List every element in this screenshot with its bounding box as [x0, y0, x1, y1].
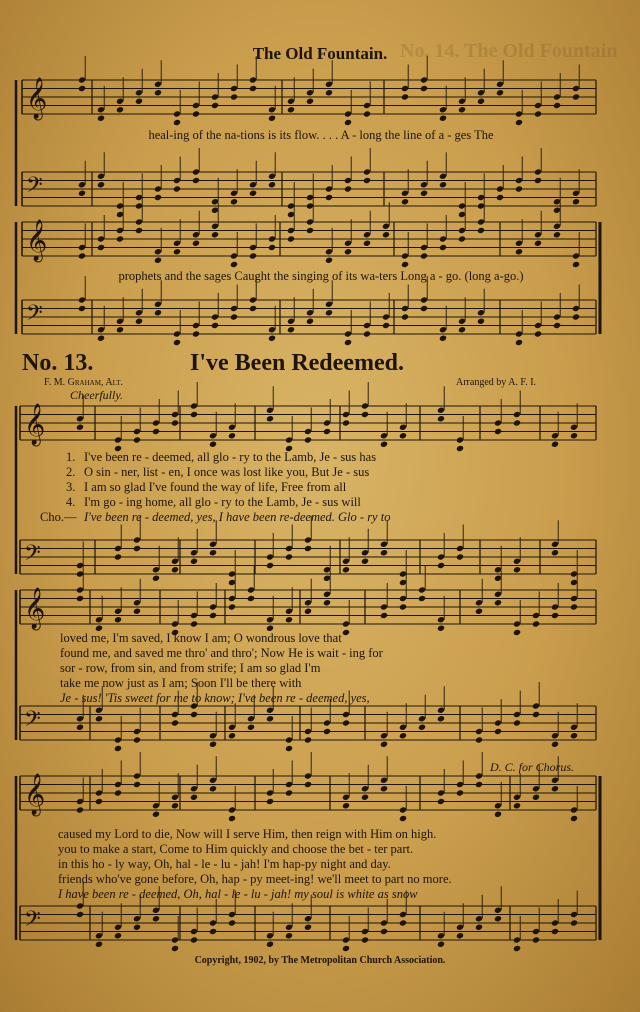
note-head [116, 106, 124, 113]
note-head [230, 198, 238, 205]
note-head [458, 106, 466, 113]
note-head [513, 719, 521, 726]
note-head [152, 428, 160, 435]
note-head [572, 93, 580, 100]
note-head [380, 612, 388, 619]
note-head [494, 428, 502, 435]
note-head [380, 741, 388, 748]
note-head [133, 781, 141, 788]
note-head [192, 240, 200, 247]
verse-line: sor - row, from sin, and from strife; I am so glad I'm [60, 661, 321, 675]
note-head [342, 802, 350, 809]
note-head [247, 724, 255, 731]
note-head [475, 781, 483, 788]
note-head [306, 98, 314, 105]
note-head [76, 806, 84, 813]
hymn-title: I've Been Redeemed. [190, 350, 404, 376]
note-head [380, 785, 388, 792]
note-head [78, 305, 86, 312]
note-head [399, 732, 407, 739]
chorus-line: I have been re - deemed, Oh, hal - le - lu - jah! my soul is white as snow [58, 887, 418, 901]
note-head [572, 313, 580, 320]
note-head [532, 936, 540, 943]
note-head [285, 616, 293, 623]
note-head [209, 549, 217, 556]
note-head [171, 802, 179, 809]
note-head [325, 89, 333, 96]
note-head [78, 190, 86, 197]
hymn-author: F. M. Graham, Alt. [44, 377, 124, 388]
note-head [76, 724, 84, 731]
note-head [171, 719, 179, 726]
note-head [76, 911, 84, 918]
verse-line: I'm go - ing home, all glo - ry to the Lamb, Je - sus will [84, 495, 361, 509]
note-head [287, 326, 295, 333]
note-head [401, 198, 409, 205]
chorus-label: Cho.— [40, 510, 77, 524]
note-head [437, 415, 445, 422]
note-head [437, 625, 445, 632]
note-head [285, 789, 293, 796]
note-head [97, 244, 105, 251]
note-head [230, 313, 238, 320]
note-head [133, 608, 141, 615]
note-head [173, 185, 181, 192]
note-head [209, 612, 217, 619]
note-head [304, 436, 312, 443]
note-head [306, 227, 314, 234]
note-head [287, 106, 295, 113]
note-head [515, 248, 523, 255]
note-head [114, 745, 122, 752]
note-head [570, 603, 578, 610]
note-head [494, 811, 502, 818]
note-head [152, 915, 160, 922]
note-head [228, 919, 236, 926]
note-head [437, 798, 445, 805]
note-head [342, 719, 350, 726]
note-head [532, 711, 540, 718]
note-head [154, 194, 162, 201]
note-head [515, 119, 523, 126]
note-head [551, 741, 559, 748]
note-head [551, 785, 559, 792]
note-head [190, 794, 198, 801]
note-head [323, 428, 331, 435]
note-head [209, 928, 217, 935]
note-head [553, 102, 561, 109]
note-head [494, 915, 502, 922]
note-head [458, 235, 466, 242]
note-head [211, 102, 219, 109]
note-head [190, 936, 198, 943]
note-head [342, 419, 350, 426]
note-head [401, 261, 409, 268]
note-head [342, 629, 350, 636]
note-head [304, 736, 312, 743]
note-head [570, 919, 578, 926]
note-head [420, 85, 428, 92]
note-head [570, 432, 578, 439]
note-head [418, 595, 426, 602]
note-head [437, 941, 445, 948]
note-head [534, 177, 542, 184]
note-head [171, 945, 179, 952]
note-head [154, 257, 162, 264]
verse-line: O sin - ner, list - en, I once was lost like you, But Je - sus [84, 465, 370, 479]
note-head [363, 240, 371, 247]
note-head [513, 566, 521, 573]
note-head [475, 608, 483, 615]
copyright-notice: Copyright, 1902, by The Metropolitan Church Association. [194, 955, 446, 966]
note-head [401, 313, 409, 320]
top-hymn-title: The Old Fountain. [252, 44, 388, 63]
note-head [551, 928, 559, 935]
note-head [266, 941, 274, 948]
note-head [266, 562, 274, 569]
note-head [456, 445, 464, 452]
note-head [304, 781, 312, 788]
note-head [133, 545, 141, 552]
note-head [363, 110, 371, 117]
note-head [420, 190, 428, 197]
note-head [209, 785, 217, 792]
note-head [268, 244, 276, 251]
note-head [249, 305, 257, 312]
note-head [513, 629, 521, 636]
note-head [135, 318, 143, 325]
note-head [439, 181, 447, 188]
note-head [228, 815, 236, 822]
note-head [152, 575, 160, 582]
note-head [230, 93, 238, 100]
note-head [249, 190, 257, 197]
note-head [399, 603, 407, 610]
note-head [190, 411, 198, 418]
note-head [382, 231, 390, 238]
note-head [78, 252, 86, 259]
note-head [268, 181, 276, 188]
verse-line: loved me, I'm saved, I know I am; O wondrous love that [60, 631, 342, 645]
dc-label: D. C. for Chorus. [490, 760, 575, 774]
note-head [344, 119, 352, 126]
note-head [228, 732, 236, 739]
note-head [268, 335, 276, 342]
top-lyric-line-1: heal-ing of the na-tions is its flow. . . . A - long the line of a - ges The [148, 128, 494, 142]
note-head [344, 248, 352, 255]
note-head [456, 932, 464, 939]
note-head [496, 89, 504, 96]
note-head [342, 566, 350, 573]
note-head [116, 326, 124, 333]
treble-clef: 𝄞 [24, 404, 46, 445]
bleed-through-text: No. 14. The Old Fountain [400, 40, 618, 62]
verse-line: you to make a start, Come to Him quickly and choose the bet - ter part. [58, 842, 414, 856]
note-head [97, 335, 105, 342]
hymn-arranger: Arranged by A. F. I. [456, 377, 537, 388]
note-head [154, 309, 162, 316]
note-head [513, 945, 521, 952]
note-head [342, 945, 350, 952]
note-head [399, 919, 407, 926]
note-head [534, 240, 542, 247]
note-head [230, 261, 238, 268]
note-head [76, 424, 84, 431]
bass-clef: 𝄢 [24, 907, 41, 937]
note-head [456, 789, 464, 796]
note-head [192, 110, 200, 117]
note-head [268, 115, 276, 122]
treble-clef: 𝄞 [26, 78, 48, 119]
note-head [114, 789, 122, 796]
note-head [135, 227, 143, 234]
note-head [114, 616, 122, 623]
note-head [399, 432, 407, 439]
note-head [285, 745, 293, 752]
verse-line: friends who've gone before, Oh, hap - py meet-ing! we'll meet to part no more. [58, 872, 452, 886]
note-head [363, 330, 371, 337]
note-head [228, 603, 236, 610]
note-head [266, 415, 274, 422]
note-head [418, 724, 426, 731]
note-head [532, 620, 540, 627]
note-head [401, 93, 409, 100]
note-head [95, 798, 103, 805]
note-head [363, 177, 371, 184]
note-head [78, 85, 86, 92]
note-head [190, 558, 198, 565]
note-head [173, 119, 181, 126]
note-head [477, 227, 485, 234]
note-head [116, 235, 124, 242]
treble-clef: 𝄞 [24, 774, 46, 815]
note-head [135, 98, 143, 105]
note-head [380, 928, 388, 935]
note-head [154, 89, 162, 96]
note-head [76, 595, 84, 602]
note-head [532, 794, 540, 801]
note-head [344, 185, 352, 192]
note-head [95, 715, 103, 722]
note-head [323, 728, 331, 735]
note-head [570, 815, 578, 822]
note-head [152, 811, 160, 818]
note-head [306, 318, 314, 325]
note-head [475, 924, 483, 931]
note-head [553, 322, 561, 329]
note-head [173, 339, 181, 346]
note-head [249, 252, 257, 259]
note-head [211, 322, 219, 329]
note-head [361, 411, 369, 418]
note-head [192, 177, 200, 184]
note-head [380, 441, 388, 448]
note-head [325, 309, 333, 316]
verse-number: 4. [66, 495, 76, 509]
note-head [420, 252, 428, 259]
note-head [439, 115, 447, 122]
note-head [285, 553, 293, 560]
note-head [304, 924, 312, 931]
verse-line: I've been re - deemed, all glo - ry to the Lamb, Je - sus has [84, 450, 377, 464]
note-head [247, 595, 255, 602]
note-head [304, 608, 312, 615]
note-head [570, 732, 578, 739]
note-head [420, 305, 428, 312]
verse-number: 3. [66, 480, 76, 494]
note-head [361, 936, 369, 943]
note-head [534, 110, 542, 117]
note-head [171, 419, 179, 426]
note-head [133, 736, 141, 743]
note-head [266, 715, 274, 722]
note-head [494, 728, 502, 735]
note-head [114, 932, 122, 939]
treble-clef: 𝄞 [24, 588, 46, 629]
note-head [572, 198, 580, 205]
note-head [209, 741, 217, 748]
note-head [477, 98, 485, 105]
chorus-line: I've been re - deemed, yes, I have been re-deemed. Glo - ry to [84, 510, 391, 524]
note-head [173, 248, 181, 255]
note-head [209, 441, 217, 448]
note-head [496, 194, 504, 201]
note-head [114, 553, 122, 560]
note-head [211, 231, 219, 238]
note-head [439, 335, 447, 342]
note-head [325, 194, 333, 201]
note-head [458, 326, 466, 333]
top-lyric-line-2: prophets and the sages Caught the singing of its wa-ters Long a - go. (long a-go.) [118, 269, 524, 283]
treble-clef: 𝄞 [26, 220, 48, 261]
note-head [456, 553, 464, 560]
note-head [228, 432, 236, 439]
bass-clef: 𝄢 [26, 173, 43, 203]
note-head [494, 599, 502, 606]
note-head [325, 257, 333, 264]
verse-line: in this ho - ly way, Oh, hal - le - lu - jah! I'm hap-py night and day. [58, 857, 391, 871]
note-head [513, 802, 521, 809]
note-head [344, 339, 352, 346]
note-head [97, 181, 105, 188]
verse-line: take me now just as I am; Soon I'll be there with [60, 676, 302, 690]
note-head [515, 339, 523, 346]
note-head [551, 549, 559, 556]
note-head [361, 794, 369, 801]
note-head [439, 244, 447, 251]
note-head [515, 185, 523, 192]
note-head [190, 711, 198, 718]
bass-clef: 𝄢 [26, 301, 43, 331]
note-head [513, 419, 521, 426]
note-head [477, 318, 485, 325]
note-head [133, 924, 141, 931]
note-head [249, 85, 257, 92]
note-head [285, 932, 293, 939]
note-head [266, 798, 274, 805]
verse-line: found me, and saved me thro' and thro'; Now He is wait - ing for [60, 646, 383, 660]
note-head [475, 736, 483, 743]
note-head [95, 941, 103, 948]
bass-clef: 𝄢 [24, 541, 41, 571]
hymn-number: No. 13. [22, 350, 94, 376]
note-head [171, 566, 179, 573]
note-head [551, 441, 559, 448]
note-head [382, 322, 390, 329]
note-head [97, 115, 105, 122]
verse-line: I am so glad I've found the way of life, Free from all [84, 480, 347, 494]
chorus-line: Je - sus! 'Tis sweet for me to know; I've been re - deemed, yes, [60, 691, 370, 705]
verse-number: 2. [66, 465, 76, 479]
note-head [287, 235, 295, 242]
note-head [437, 562, 445, 569]
note-head [190, 620, 198, 627]
note-head [323, 599, 331, 606]
note-head [553, 231, 561, 238]
note-head [192, 330, 200, 337]
verse-line: caused my Lord to die, Now will I serve Him, then reign with Him on high. [58, 827, 437, 841]
note-head [399, 815, 407, 822]
note-head [437, 715, 445, 722]
note-head [304, 545, 312, 552]
note-head [380, 549, 388, 556]
note-head [534, 330, 542, 337]
bass-clef: 𝄢 [24, 707, 41, 737]
note-head [133, 436, 141, 443]
tempo-marking: Cheerfully. [70, 388, 123, 402]
note-head [361, 558, 369, 565]
note-head [572, 261, 580, 268]
verse-number: 1. [66, 450, 76, 464]
note-head [551, 612, 559, 619]
